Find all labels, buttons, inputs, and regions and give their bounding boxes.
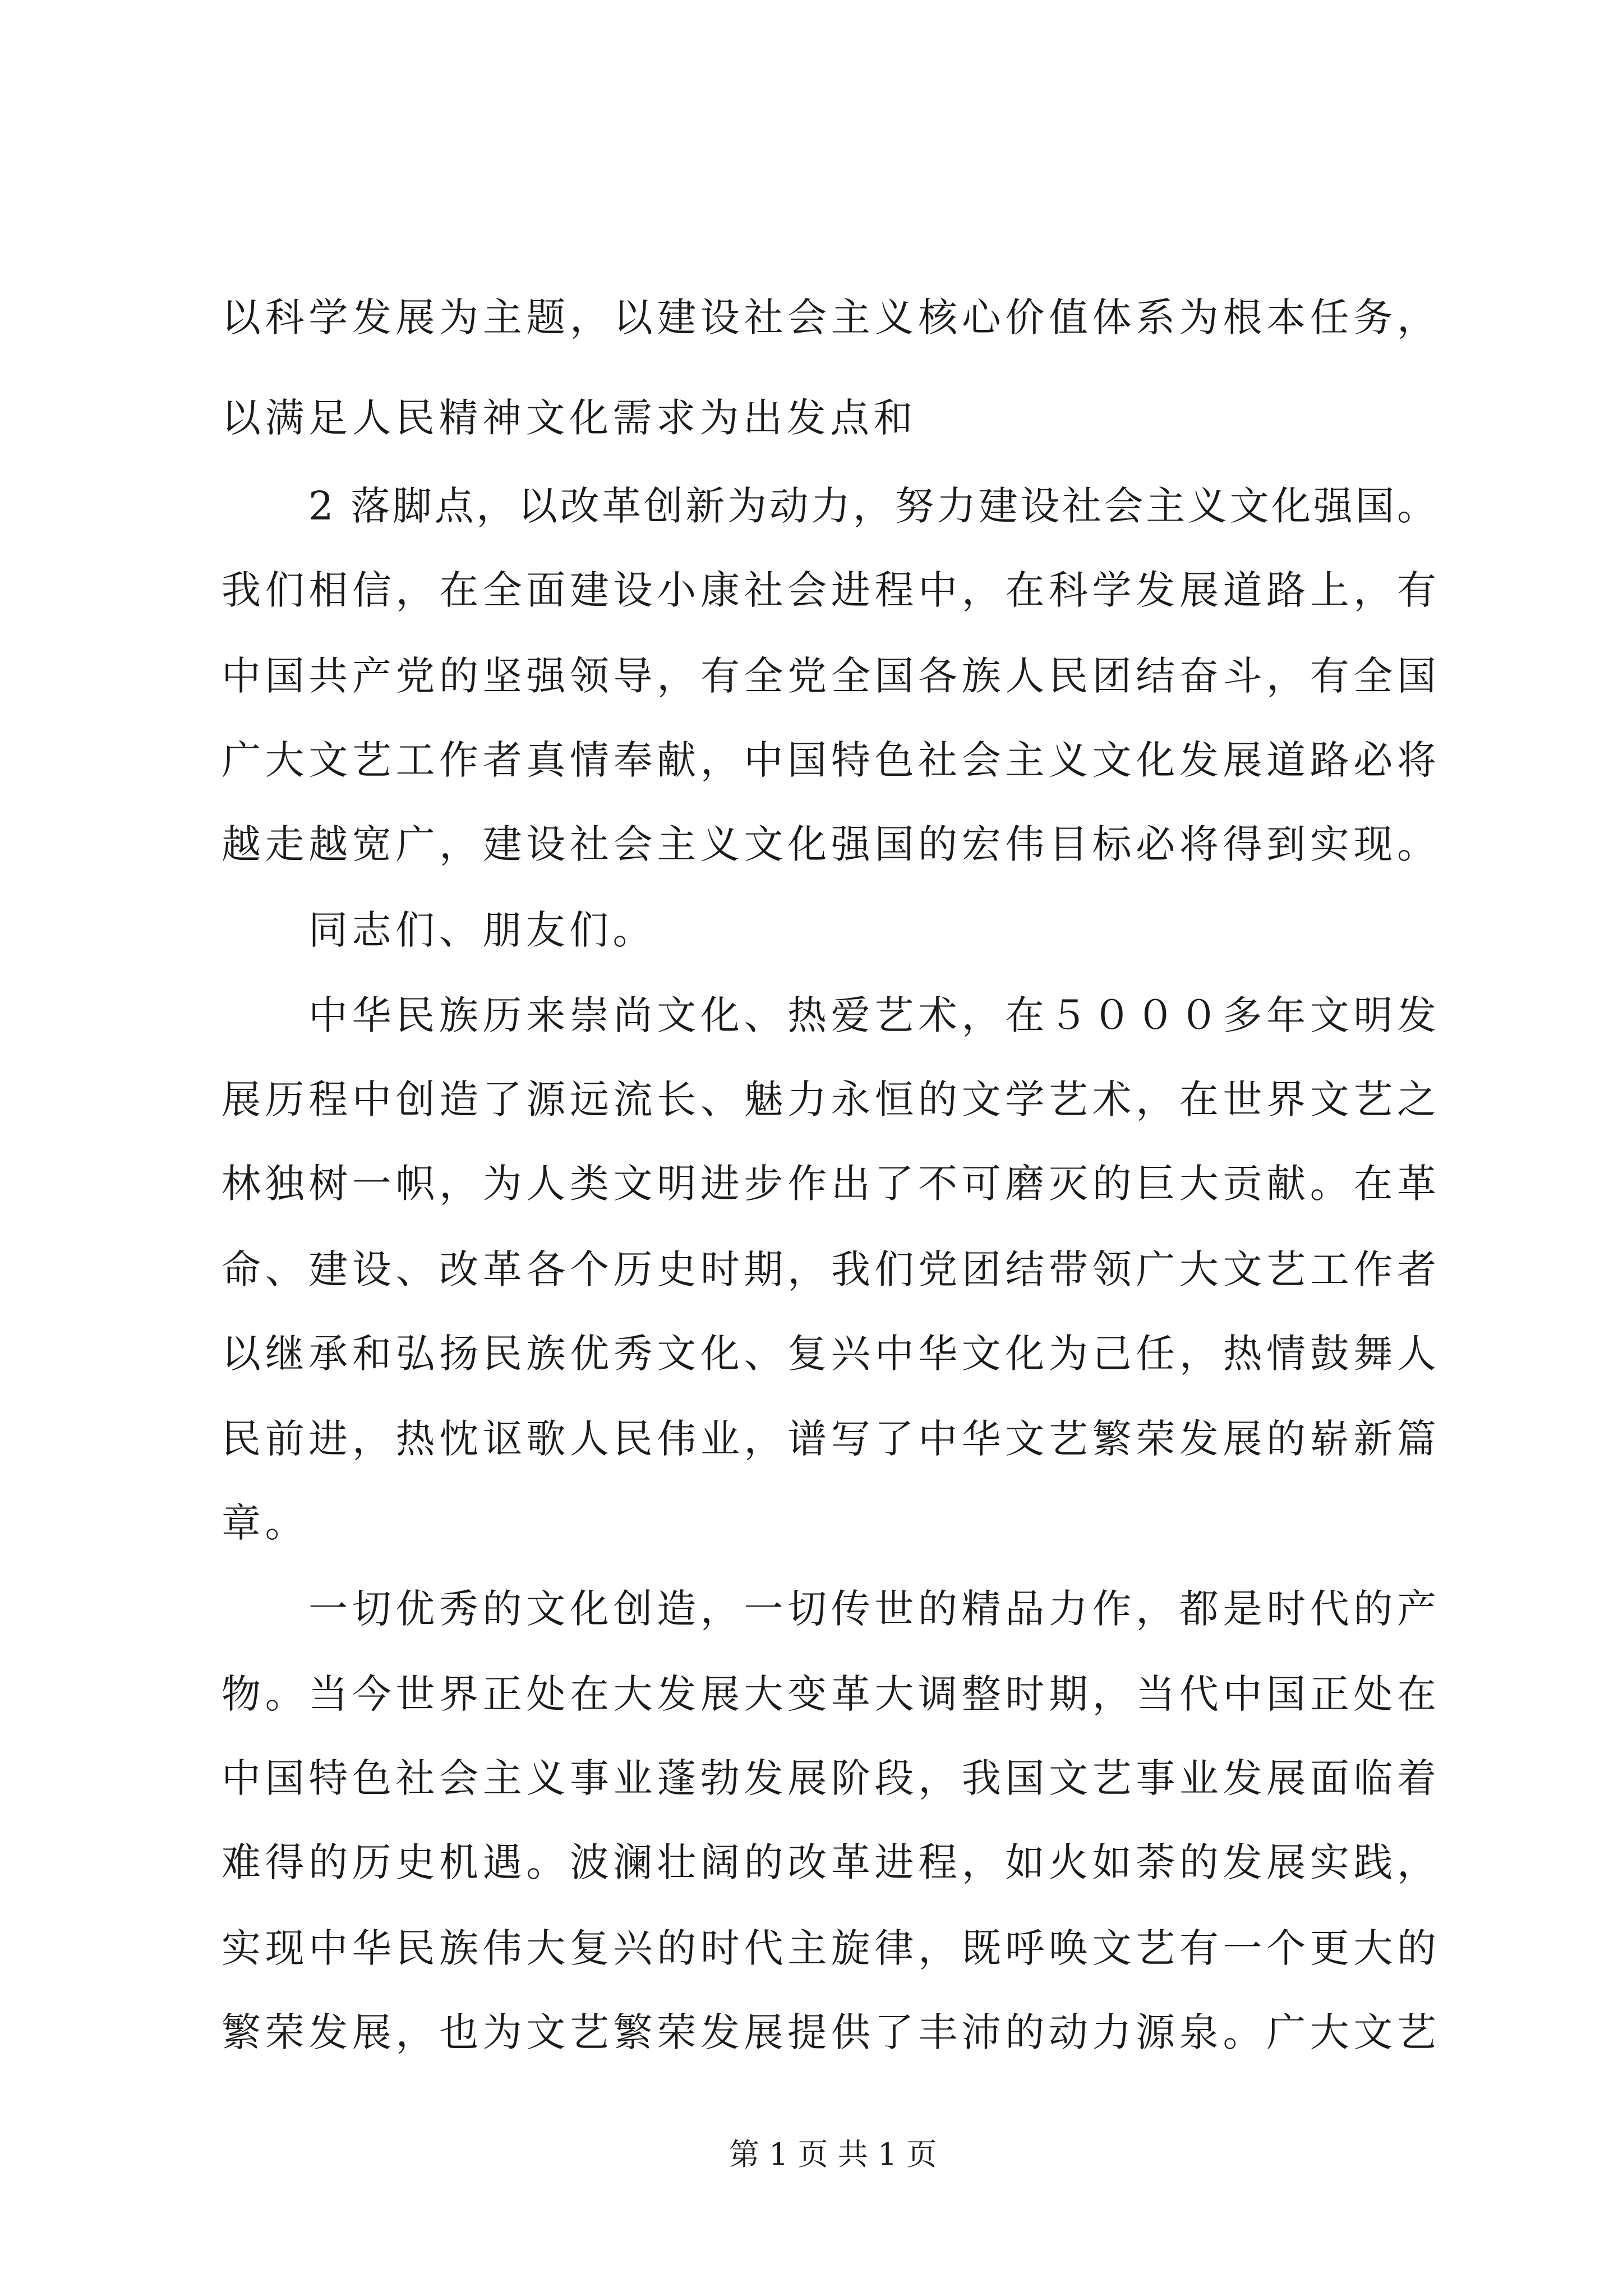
text-line: 同志们、朋友们。 (308, 907, 656, 953)
text-line: 展历程中创造了源远流长、魅力永恒的文学艺术，在世界文艺之 (222, 1076, 1438, 1122)
text-line: 中华民族历来崇尚文化、热爱艺术，在５０００多年文明发 (308, 992, 1438, 1038)
text-line: 以满足人民精神文化需求为出发点和 (222, 395, 917, 441)
text-line: 繁荣发展，也为文艺繁荣发展提供了丰沛的动力源泉。广大文艺 (222, 2009, 1438, 2055)
text-line: 以科学发展为主题，以建设社会主义核心价值体系为根本任务， (222, 295, 1438, 341)
text-line: 广大文艺工作者真情奉献，中国特色社会主义文化发展道路必将 (222, 737, 1438, 783)
text-line: 命、建设、改革各个历史时期，我们党团结带领广大文艺工作者 (222, 1246, 1438, 1292)
text-line: 难得的历史机遇。波澜壮阔的改革进程，如火如荼的发展实践， (222, 1839, 1438, 1885)
text-line: 一切优秀的文化创造，一切传世的精品力作，都是时代的产 (308, 1586, 1438, 1632)
text-line: 以继承和弘扬民族优秀文化、复兴中华文化为己任，热情鼓舞人 (222, 1331, 1438, 1377)
text-line: 我们相信，在全面建设小康社会进程中，在科学发展道路上，有 (222, 567, 1438, 613)
text-line: 民前进，热忱讴歌人民伟业，谱写了中华文艺繁荣发展的崭新篇 (222, 1416, 1438, 1462)
text-line: 实现中华民族伟大复兴的时代主旋律，既呼唤文艺有一个更大的 (222, 1925, 1438, 1971)
text-line: 章。 (222, 1500, 308, 1546)
text-line: 2 落脚点，以改革创新为动力，努力建设社会主义文化强国。 (308, 483, 1438, 529)
page-footer: 第 1 页 共 1 页 (729, 2137, 937, 2172)
text-line: 越走越宽广，建设社会主义文化强国的宏伟目标必将得到实现。 (222, 821, 1438, 867)
text-line: 中国共产党的坚强领导，有全党全国各族人民团结奋斗，有全国 (222, 653, 1438, 699)
text-line: 林独树一帜，为人类文明进步作出了不可磨灭的巨大贡献。在革 (222, 1161, 1438, 1207)
text-line: 物。当今世界正处在大发展大变革大调整时期，当代中国正处在 (222, 1671, 1438, 1717)
text-line: 中国特色社会主义事业蓬勃发展阶段，我国文艺事业发展面临着 (222, 1755, 1438, 1801)
